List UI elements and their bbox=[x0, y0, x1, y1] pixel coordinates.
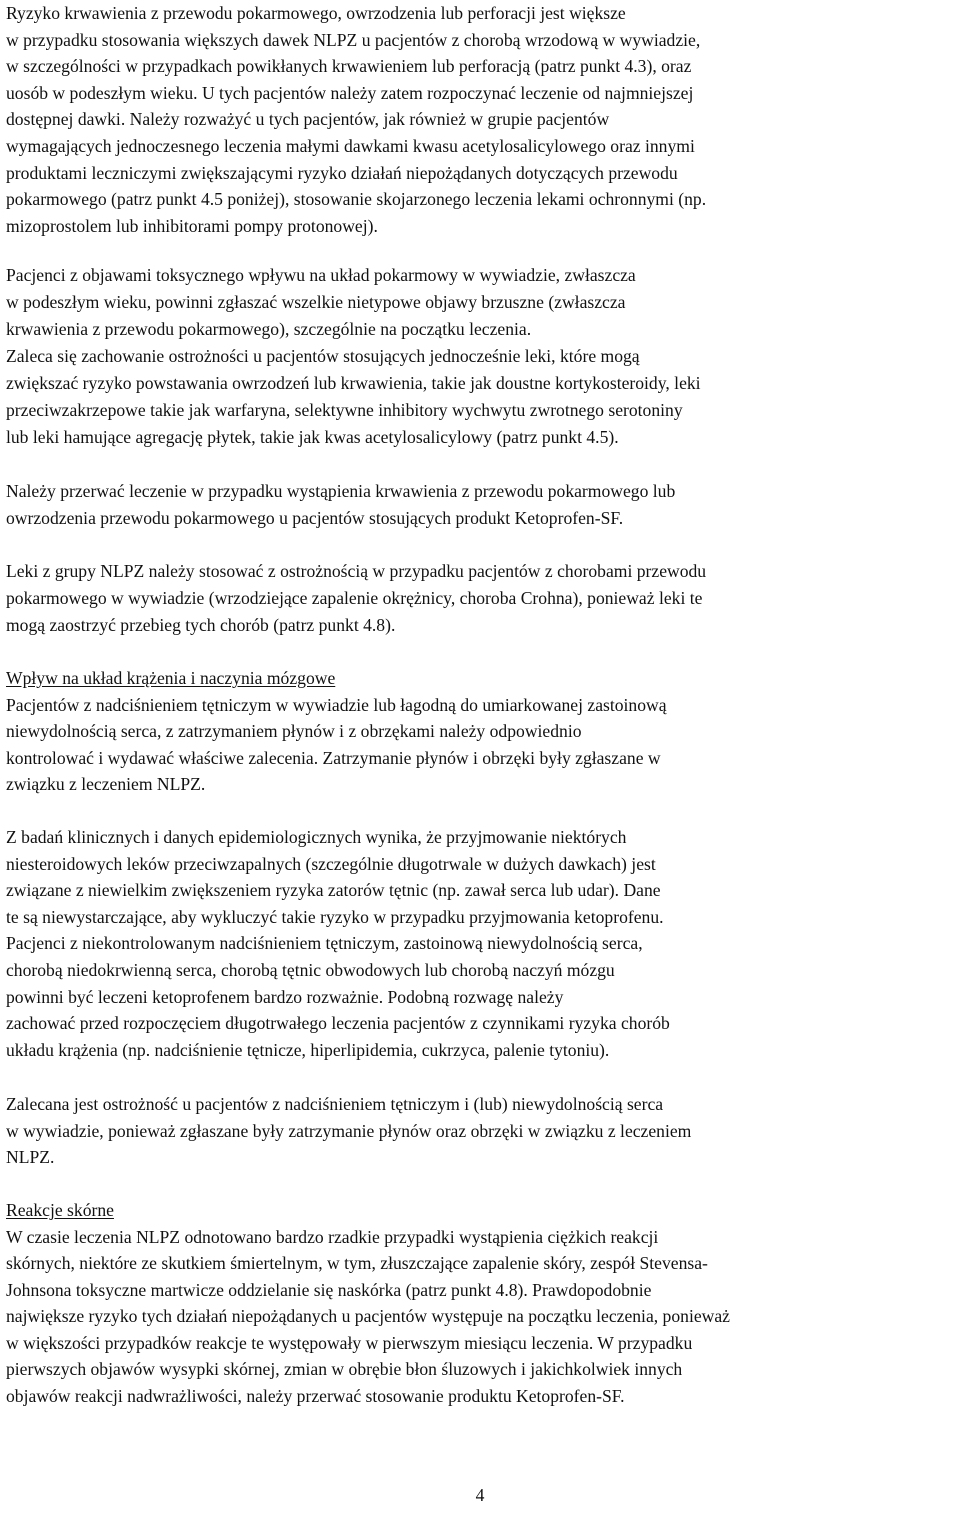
text-line: w większości przypadków reakcje te występowały w pierwszym miesiącu leczenia. W przypadku bbox=[6, 1332, 693, 1353]
text-line: Zaleca się zachowanie ostrożności u pacjentów stosujących jednocześnie leki, które mogą bbox=[6, 346, 640, 366]
text-line: przeciwzakrzepowe takie jak warfaryna, selektywne inhibitory wychwytu zwrotnego serotoniny bbox=[6, 400, 683, 420]
text-line: w podeszłym wieku, powinni zgłaszać wszelkie nietypowe objawy brzuszne (zwłaszcza bbox=[6, 292, 626, 312]
text-line: Johnsona toksyczne martwicze oddzielanie się naskórka (patrz punkt 4.8). Prawdopodobnie bbox=[6, 1279, 652, 1300]
text-line: Z badań klinicznych i danych epidemiologicznych wynika, że przyjmowanie niektórych bbox=[6, 827, 627, 847]
text-line: mogą zaostrzyć przebieg tych chorób (patrz punkt 4.8). bbox=[6, 615, 396, 635]
section-heading: Reakcje skórne bbox=[6, 1200, 114, 1220]
text-line: zwiększać ryzyko powstawania owrzodzeń lub krwawienia, takie jak doustne kortykosteroidy, leki bbox=[6, 373, 701, 393]
text-line: zachować przed rozpoczęciem długotrwałego leczenia pacjentów z czynnikami ryzyka chorób bbox=[6, 1013, 670, 1034]
text-line: skórnych, niektóre ze skutkiem śmiertelnym, w tym, złuszczające zapalenie skóry, zespół Stevensa- bbox=[6, 1253, 708, 1273]
text-line: mizoprostolem lub inhibitorami pompy protonowej). bbox=[6, 215, 378, 236]
text-line: układu krążenia (np. nadciśnienie tętnicze, hiperlipidemia, cukrzyca, palenie tytoniu). bbox=[6, 1039, 610, 1060]
text-line: krwawienia z przewodu pokarmowego), szczególnie na początku leczenia. bbox=[6, 319, 532, 339]
text-line: powinni być leczeni ketoprofenem bardzo rozważnie. Podobną rozwagę należy bbox=[6, 986, 564, 1007]
text-line: lub leki hamujące agregację płytek, takie jak kwas acetylosalicylowy (patrz punkt 4.5). bbox=[6, 427, 619, 447]
text-line: NLPZ. bbox=[6, 1147, 55, 1167]
text-line: niesteroidowych leków przeciwzapalnych (szczególnie długotrwale w dużych dawkach) jest bbox=[6, 853, 656, 874]
text-line: owrzodzenia przewodu pokarmowego u pacjentów stosujących produkt Ketoprofen-SF. bbox=[6, 508, 624, 528]
text-line: objawów reakcji nadwrażliwości, należy przerwać stosowanie produktu Ketoprofen-SF. bbox=[6, 1385, 625, 1406]
text-line: dostępnej dawki. Należy rozważyć u tych pacjentów, jak również w grupie pacjentów bbox=[6, 109, 610, 130]
text-line: wymagających jednoczesnego leczenia małymi dawkami kwasu acetylosalicylowego oraz innymi bbox=[6, 136, 695, 156]
text-line: największe ryzyko tych działań niepożądanych u pacjentów występuje na początku leczenia, ponieważ bbox=[6, 1306, 730, 1326]
text-line: Należy przerwać leczenie w przypadku wystąpienia krwawienia z przewodu pokarmowego lub bbox=[6, 481, 676, 501]
text-line: w wywiadzie, ponieważ zgłaszane były zatrzymanie płynów oraz obrzęki w związku z leczeniem bbox=[6, 1120, 692, 1141]
text-line: kontrolować i wydawać właściwe zalecenia. Zatrzymanie płynów i obrzęki były zgłaszane w bbox=[6, 747, 661, 768]
text-line: w szczególności w przypadkach powikłanych krwawieniem lub perforacją (patrz punkt 4.3), oraz bbox=[6, 56, 692, 77]
text-line: pokarmowego (patrz punkt 4.5 poniżej), stosowanie skojarzonego leczenia lekami ochronnymi (np. bbox=[6, 189, 707, 210]
text-line: Pacjentów z nadciśnieniem tętniczym w wywiadzie lub łagodną do umiarkowanej zastoinową bbox=[6, 694, 667, 715]
text-line: W czasie leczenia NLPZ odnotowano bardzo rzadkie przypadki wystąpienia ciężkich reakcji bbox=[6, 1226, 659, 1247]
text-line: Pacjenci z niekontrolowanym nadciśnieniem tętniczym, zastoinową niewydolnością serca, bbox=[6, 933, 643, 954]
text-line: związane z niewielkim zwiększeniem ryzyka zatorów tętnic (np. zawał serca lub udar). Dane bbox=[6, 880, 661, 901]
text-line: Zalecana jest ostrożność u pacjentów z nadciśnieniem tętniczym i (lub) niewydolnością serca bbox=[6, 1094, 664, 1114]
text-line: chorobą niedokrwienną serca, chorobą tętnic obwodowych lub chorobą naczyń mózgu bbox=[6, 960, 615, 980]
text-line: w przypadku stosowania większych dawek NLPZ u pacjentów z chorobą wrzodową w wywiadzie, bbox=[6, 29, 701, 50]
text-line: te są niewystarczające, aby wykluczyć takie ryzyko w przypadku przyjmowania ketoprofenu. bbox=[6, 906, 664, 927]
text-line: uosób w podeszłym wieku. U tych pacjentów należy zatem rozpoczynać leczenie od najmniejszej bbox=[6, 82, 694, 103]
text-line: Ryzyko krwawienia z przewodu pokarmowego, owrzodzenia lub perforacji jest większe bbox=[6, 3, 626, 23]
text-line: produktami leczniczymi zwiększającymi ryzyko działań niepożądanych dotyczących przewodu bbox=[6, 162, 678, 183]
text-line: Pacjenci z objawami toksycznego wpływu na układ pokarmowy w wywiadzie, zwłaszcza bbox=[6, 265, 636, 285]
section-heading: Wpływ na układ krążenia i naczynia mózgowe bbox=[6, 668, 336, 688]
page-number: 4 bbox=[475, 1485, 485, 1505]
text-line: pierwszych objawów wysypki skórnej, zmian w obrębie błon śluzowych i jakichkolwiek innych bbox=[6, 1359, 683, 1379]
text-line: niewydolnością serca, z zatrzymaniem płynów i z obrzękami należy odpowiednio bbox=[6, 721, 582, 741]
text-line: pokarmowego w wywiadzie (wrzodziejące zapalenie okrężnicy, choroba Crohna), ponieważ leki te bbox=[6, 588, 703, 608]
text-line: związku z leczeniem NLPZ. bbox=[6, 774, 206, 794]
text-line: Leki z grupy NLPZ należy stosować z ostrożnością w przypadku pacjentów z chorobami przewodu bbox=[6, 561, 707, 581]
